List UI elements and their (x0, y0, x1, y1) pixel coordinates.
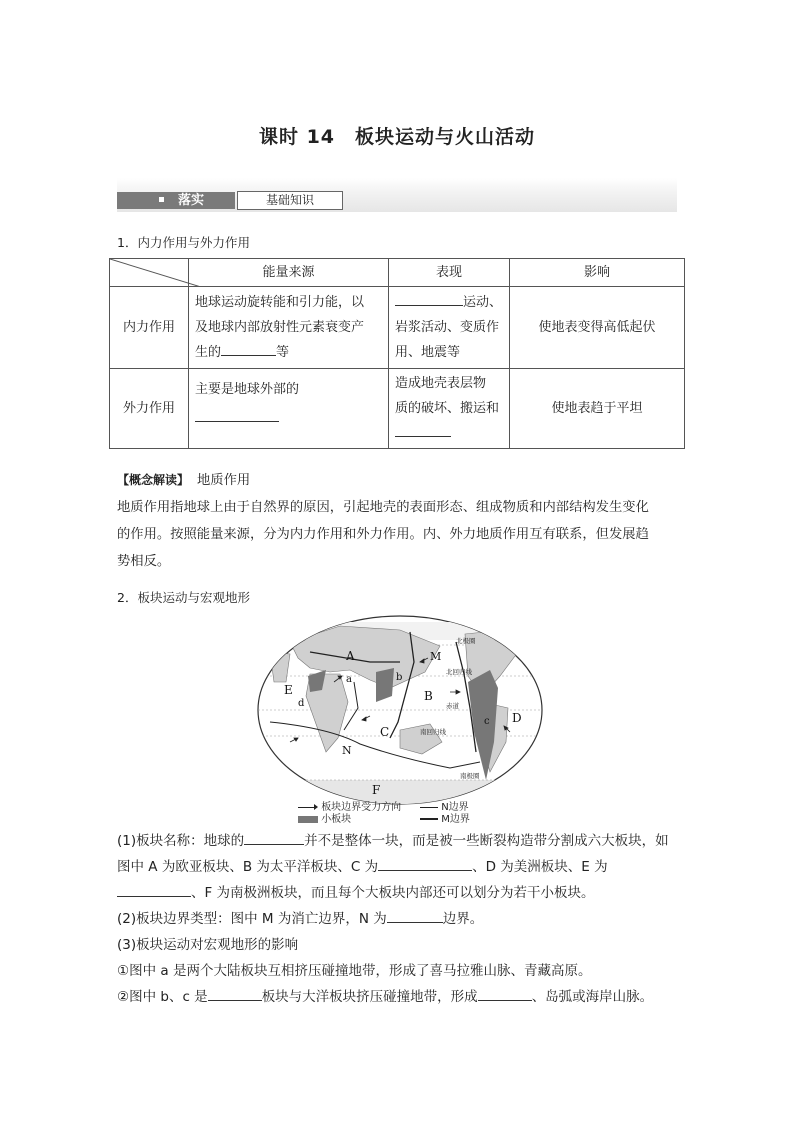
plate-label-A: A (346, 649, 355, 663)
legend-m-text: M边界 (441, 814, 470, 825)
q3-item1: ①图中 a 是两个大陆板块互相挤压碰撞地带，形成了喜马拉雅山脉、青藏高原。 (117, 963, 592, 979)
small-plate-swatch-icon (298, 816, 318, 823)
banner-tag (117, 192, 235, 209)
boundary-label-N: N (342, 744, 352, 757)
header-effect: 影响 (510, 259, 685, 287)
row-internal-name: 内力作用 (110, 287, 189, 369)
lat-label-antarctic: 南极圈 (460, 772, 480, 780)
plate-label-d: d (298, 698, 305, 709)
row-internal-energy (189, 287, 389, 369)
q-text: 、F 为南极洲板块，而且每个大板块内部还可以划分为若干小板块。 (191, 885, 595, 901)
row-internal-effect: 使地表变得高低起伏 (510, 287, 685, 369)
legend-arrow-text: 板块边界受力方向 (321, 802, 402, 813)
m-line-icon (420, 818, 438, 820)
q-text: 边界。 (442, 911, 484, 927)
concept-line: 势相反。 (117, 554, 171, 569)
show-line: 用、地震等 (395, 345, 461, 360)
q3-heading: (3)板块运动对宏观地形的影响 (117, 937, 299, 953)
concept-line: 的作用。按照能量来源，分为内力作用和外力作用。内、外力地质作用互有联系，但发展趋 (117, 527, 649, 542)
plate-label-B: B (424, 689, 433, 703)
lat-label-arctic: 北极圈 (456, 637, 476, 645)
q-text: ②图中 b、c 是 (117, 989, 208, 1005)
n-line-icon (420, 807, 438, 808)
energy-text: 生的 (195, 345, 222, 360)
plate-label-c: c (484, 716, 490, 727)
answer-blank[interactable] (395, 422, 451, 437)
lat-label-equator: 赤道 (446, 702, 459, 710)
q3-item2 (117, 984, 687, 1010)
concept-title: 地质作用 (197, 473, 251, 488)
concept-block (117, 467, 682, 575)
q-text: (1)板块名称：地球的 (117, 833, 245, 849)
energy-line: 地球运动旋转能和引力能，以 (195, 295, 365, 310)
energy-text: 等 (276, 345, 290, 360)
concept-line: 地质作用指地球上由于自然界的原因，引起地壳的表面形态、组成物质和内部结构发生变化 (117, 500, 649, 515)
show-line: 质的破坏、搬运和 (395, 401, 500, 416)
show-line: 岩浆活动、变质作 (395, 320, 500, 335)
page-title (0, 122, 794, 149)
concept-tag: 【概念解读】 (117, 473, 190, 487)
table-corner (110, 259, 189, 287)
plate-label-b: b (396, 672, 403, 683)
q1-line2 (117, 854, 687, 880)
row-external-name: 外力作用 (110, 369, 189, 449)
plate-label-F: F (372, 783, 381, 797)
answer-blank[interactable] (387, 908, 443, 923)
q-text: 、D 为美洲板块、E 为 (472, 859, 608, 875)
plate-label-E: E (284, 683, 293, 697)
banner-label: 基础知识 (237, 191, 343, 210)
legend-n-text: N边界 (441, 802, 469, 813)
force-table (109, 258, 685, 449)
legend-m (420, 810, 510, 825)
answer-blank[interactable] (395, 291, 463, 306)
legend-small-text: 小板块 (321, 814, 352, 825)
row-external-energy (189, 369, 389, 449)
q-text: 图中 A 为欧亚板块、B 为太平洋板块、C 为 (117, 859, 379, 875)
answer-blank[interactable] (208, 986, 262, 1001)
plate-label-D: D (512, 711, 522, 725)
answer-blank[interactable] (221, 341, 276, 356)
lesson-topic: 板块运动与火山活动 (355, 126, 536, 148)
square-icon (159, 197, 164, 202)
q-text: 并不是整体一块，而是被一些断裂构造带分割成六大板块，如 (304, 833, 669, 849)
energy-line: 主要是地球外部的 (195, 382, 300, 397)
answer-blank[interactable] (478, 986, 532, 1001)
arrow-icon (298, 807, 314, 808)
lat-label-cancer: 北回归线 (446, 668, 472, 676)
answer-blank[interactable] (117, 882, 191, 897)
row-internal-show (389, 287, 510, 369)
q1-line1 (117, 828, 687, 854)
q-text: (2)板块边界类型：图中 M 为消亡边界，N 为 (117, 911, 387, 927)
row-external-show (389, 369, 510, 449)
energy-line (195, 340, 382, 365)
lesson-number: 课时 14 (258, 126, 336, 148)
energy-line: 及地球内部放射性元素衰变产 (195, 320, 365, 335)
answer-blank[interactable] (378, 856, 472, 871)
show-text: 运动、 (463, 295, 503, 310)
section1-heading: 1．内力作用与外力作用 (117, 235, 250, 250)
q-text: 板块与大洋板块挤压碰撞地带，形成 (261, 989, 478, 1005)
questions (117, 828, 687, 1010)
answer-blank[interactable] (244, 830, 304, 845)
concept-heading (117, 467, 682, 494)
plate-label-a: a (346, 674, 352, 685)
q-text: 、岛弧或海岸山脉。 (531, 989, 654, 1005)
row-external-effect: 使地表趋于平坦 (510, 369, 685, 449)
answer-blank[interactable] (195, 407, 279, 422)
lat-label-capricorn: 南回归线 (420, 728, 446, 736)
q2-line (117, 906, 687, 932)
banner-tag-text: 落实 (178, 193, 205, 208)
header-energy: 能量来源 (189, 259, 389, 287)
show-line (395, 290, 503, 315)
section2-heading: 2．板块运动与宏观地形 (117, 590, 250, 605)
section-banner (117, 178, 677, 212)
show-line: 造成地壳表层物 (395, 376, 487, 391)
boundary-label-M: M (430, 650, 442, 663)
q1-line3 (117, 880, 687, 906)
plate-label-C: C (380, 725, 390, 739)
legend-small (298, 810, 428, 825)
plate-map (250, 612, 550, 824)
header-show: 表现 (389, 259, 510, 287)
